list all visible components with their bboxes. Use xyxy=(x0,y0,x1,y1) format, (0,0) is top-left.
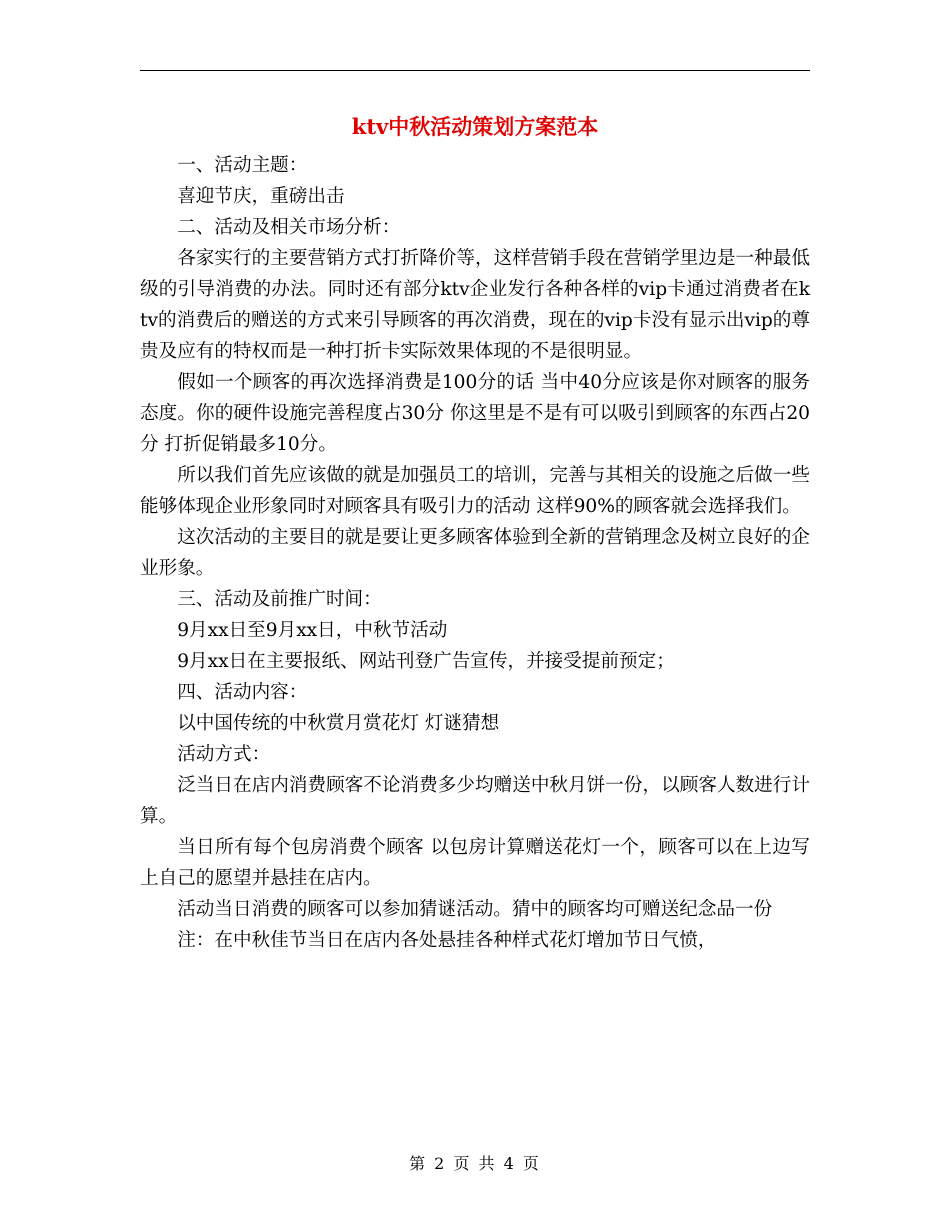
page-footer: 第 2 页 共 4 页 xyxy=(409,1154,541,1173)
analysis-paragraph: 所以我们首先应该做的就是加强员工的培训，完善与其相关的设施之后做一些能够体现企业形象同时对顾客具有吸引力的活动 这样90%的顾客就会选择我们。 xyxy=(140,465,810,517)
section-heading-content: 四、活动内容： xyxy=(177,682,308,703)
content-paragraph: 以中国传统的中秋赏月赏花灯 灯谜猜想 xyxy=(177,713,500,734)
subheading-method: 活动方式： xyxy=(177,744,271,765)
note-paragraph: 注：在中秋佳节当日在店内各处悬挂各种样式花灯增加节日气愤， xyxy=(177,930,717,951)
document-title: ktv中秋活动策划方案范本 xyxy=(351,114,599,139)
analysis-paragraph: 假如一个顾客的再次选择消费是100分的话 当中40分应该是你对顾客的服务态度。你的硬件设施完善程度占30分 你这里是不是有可以吸引到顾客的东西占20分 打折促销最多10分。 xyxy=(140,372,810,455)
analysis-paragraph: 各家实行的主要营销方式打折降价等，这样营销手段在营销学里边是一种最低级的引导消费的办法。同时还有部分ktv企业发行各种各样的vip卡通过消费者在ktv的消费后的赠送的方式来引导顾客的再次消费，现在的vip卡没有显示出vip的尊贵及应有的特权而是一种打折卡实际效果体现的不是很明显。 xyxy=(140,248,810,362)
method-paragraph: 当日所有每个包房消费个顾客 以包房计算赠送花灯一个，顾客可以在上边写上自己的愿望并悬挂在店内。 xyxy=(140,837,810,889)
time-item: 9月xx日至9月xx日，中秋节活动 xyxy=(177,620,448,641)
document-body xyxy=(140,150,810,956)
header-rule xyxy=(140,70,810,71)
section-heading-time: 三、活动及前推广时间： xyxy=(177,589,382,610)
time-item: 9月xx日在主要报纸、网站刊登广告宣传，并接受提前预定； xyxy=(177,651,675,672)
section-heading-analysis: 二、活动及相关市场分析： xyxy=(177,217,401,238)
analysis-paragraph: 这次活动的主要目的就是要让更多顾客体验到全新的营销理念及树立良好的企业形象。 xyxy=(140,527,810,579)
section-heading-theme: 一、活动主题： xyxy=(177,155,308,176)
method-paragraph: 泛当日在店内消费顾客不论消费多少均赠送中秋月饼一份，以顾客人数进行计算。 xyxy=(140,775,810,827)
theme-text: 喜迎节庆，重磅出击 xyxy=(177,186,345,207)
method-paragraph: 活动当日消费的顾客可以参加猜谜活动。猜中的顾客均可赠送纪念品一份 xyxy=(177,899,773,920)
